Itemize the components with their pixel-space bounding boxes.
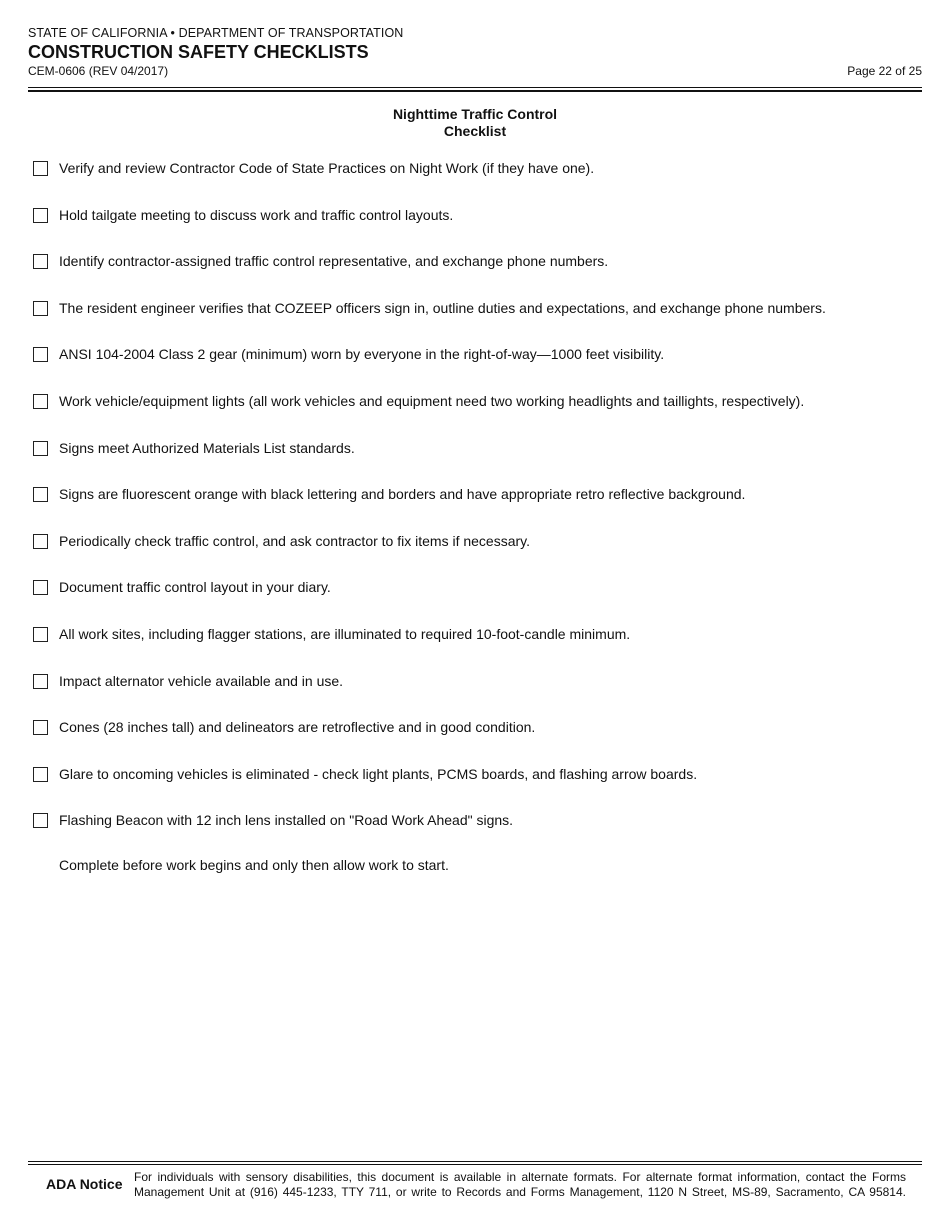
checkbox[interactable] — [33, 720, 48, 735]
section-title — [0, 106, 950, 140]
checklist-item — [33, 393, 913, 440]
checklist-item — [33, 253, 913, 300]
form-info-row — [28, 64, 922, 79]
checklist-item-text: Hold tailgate meeting to discuss work and traffic control layouts. — [59, 206, 454, 223]
checklist-item — [33, 626, 913, 673]
checklist-item-text: Work vehicle/equipment lights (all work vehicles and equipment need two working headlights and taillights, respectively). — [59, 392, 805, 409]
footer-divider — [28, 1161, 922, 1162]
checklist-item — [33, 486, 913, 533]
checklist-item — [33, 160, 913, 207]
checkbox[interactable] — [33, 487, 48, 502]
ada-notice-line2: Management Unit at (916) 445-1233, TTY 711, or write to Records and Forms Management, 1120 N Street, MS-89, Sacramento, CA 95814. — [134, 1185, 906, 1199]
page-header — [28, 26, 922, 79]
checklist-item-text: Identify contractor-assigned traffic control representative, and exchange phone numbers. — [59, 253, 609, 270]
checklist-item-text: Periodically check traffic control, and ask contractor to fix items if necessary. — [59, 532, 531, 549]
checklist-item-text: Signs are fluorescent orange with black lettering and borders and have appropriate retro reflective background. — [59, 486, 746, 503]
checklist-item — [33, 207, 913, 254]
checkbox[interactable] — [33, 441, 48, 456]
ada-notice-line1: For individuals with sensory disabilities, this document is available in alternate formats. For alternate format information, contact the Forms — [134, 1170, 906, 1184]
checklist-item-text: Impact alternator vehicle available and in use. — [59, 672, 344, 689]
checklist-item — [33, 812, 913, 859]
checkbox[interactable] — [33, 301, 48, 316]
checkbox[interactable] — [33, 580, 48, 595]
ada-notice-text — [134, 1170, 906, 1200]
checklist-item — [33, 719, 913, 766]
checklist — [33, 160, 913, 859]
section-title-line2: Checklist — [443, 123, 507, 139]
page-number: Page 22 of 25 — [847, 64, 922, 78]
checkbox[interactable] — [33, 534, 48, 549]
checklist-item-text: The resident engineer verifies that COZEEP officers sign in, outline duties and expectations, and exchange phone numbers. — [59, 299, 826, 316]
agency-name: STATE OF CALIFORNIA • DEPARTMENT OF TRANSPORTATION — [28, 26, 404, 40]
document-title: CONSTRUCTION SAFETY CHECKLISTS — [28, 42, 369, 62]
header-divider — [28, 87, 922, 88]
checkbox[interactable] — [33, 394, 48, 409]
checklist-item — [33, 673, 913, 720]
completion-note: Complete before work begins and only then allow work to start. — [59, 857, 449, 873]
checkbox[interactable] — [33, 813, 48, 828]
checklist-item-text: Document traffic control layout in your diary. — [59, 579, 331, 596]
checklist-item-text: Verify and review Contractor Code of State Practices on Night Work (if they have one). — [59, 160, 595, 176]
checklist-item — [33, 440, 913, 487]
checklist-item-text: Signs meet Authorized Materials List standards. — [59, 439, 355, 456]
checkbox[interactable] — [33, 161, 48, 176]
checkbox[interactable] — [33, 627, 48, 642]
checklist-item — [33, 346, 913, 393]
checklist-item-text: Flashing Beacon with 12 inch lens installed on "Road Work Ahead" signs. — [59, 812, 514, 829]
checklist-item-text: ANSI 104-2004 Class 2 gear (minimum) worn by everyone in the right-of-way—1000 feet visibility. — [59, 346, 665, 363]
section-title-line1: Nighttime Traffic Control — [392, 106, 558, 122]
checklist-item — [33, 533, 913, 580]
checklist-item — [33, 579, 913, 626]
header-divider-thick — [28, 90, 922, 92]
checkbox[interactable] — [33, 767, 48, 782]
form-number: CEM-0606 (REV 04/2017) — [28, 64, 169, 78]
checkbox[interactable] — [33, 347, 48, 362]
checkbox[interactable] — [33, 208, 48, 223]
checklist-item-text: Glare to oncoming vehicles is eliminated - check light plants, PCMS boards, and flashing arrow boards. — [59, 765, 698, 782]
checklist-item — [33, 300, 913, 347]
footer-divider-second — [28, 1164, 922, 1165]
checkbox[interactable] — [33, 674, 48, 689]
ada-notice-label: ADA Notice — [46, 1176, 123, 1192]
checklist-item-text: Cones (28 inches tall) and delineators are retroflective and in good condition. — [59, 719, 536, 736]
checklist-item — [33, 766, 913, 813]
checklist-item-text: All work sites, including flagger stations, are illuminated to required 10-foot-candle minimum. — [59, 625, 631, 642]
checkbox[interactable] — [33, 254, 48, 269]
